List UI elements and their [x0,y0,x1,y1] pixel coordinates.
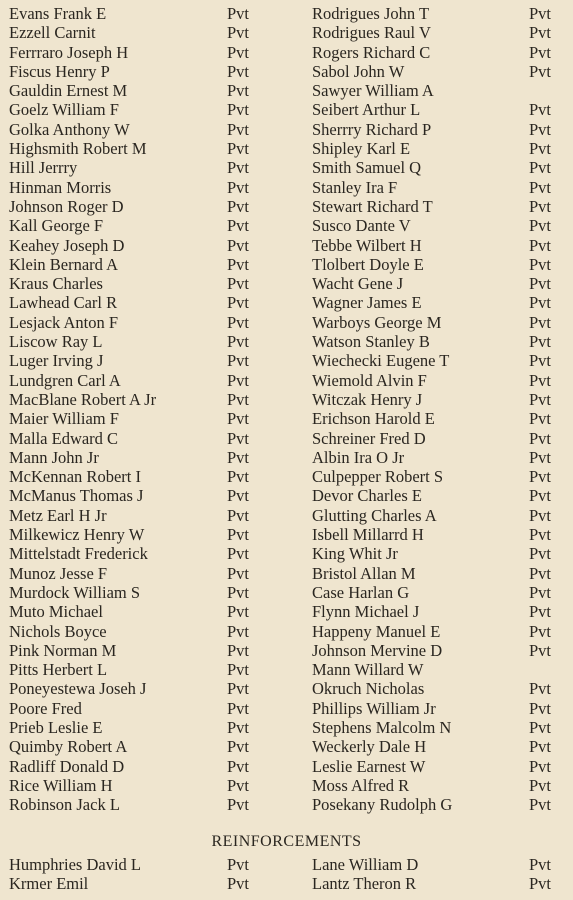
name-left: Klein Bernard A [9,254,119,274]
name-right: Smith Samuel Q [312,158,422,178]
name-right: Stephens Malcolm N [312,717,452,737]
roster-row [0,23,573,42]
name-left: Gauldin Ernest M [9,81,128,101]
rank-left: Pvt [227,119,250,139]
roster-row [0,429,573,448]
rank-right: Pvt [529,874,552,894]
roster-row [0,293,573,312]
roster-row [0,313,573,332]
roster-row [0,737,573,756]
roster-row [0,602,573,621]
rank-right: Pvt [529,100,552,120]
name-left: Lundgren Carl A [9,370,121,390]
roster-row [0,332,573,351]
rank-right: Pvt [529,23,552,43]
name-right: Shipley Karl E [312,139,411,159]
rank-right: Pvt [529,505,552,525]
name-right: Okruch Nicholas [312,679,425,699]
rank-right: Pvt [529,332,552,352]
name-right: Watson Stanley B [312,332,430,352]
name-left: Humphries David L [9,855,141,874]
rank-right: Pvt [529,158,552,178]
name-left: Liscow Ray L [9,332,103,352]
name-right: Sawyer William A [312,81,434,101]
name-left: Maier William F [9,409,119,429]
name-right: Rodrigues Raul V [312,23,431,43]
rank-right: Pvt [529,351,552,371]
rank-right: Pvt [529,775,552,795]
rank-left: Pvt [227,351,250,371]
rank-left: Pvt [227,621,250,641]
name-left: Highsmith Robert M [9,139,147,159]
name-left: Krmer Emil [9,874,89,894]
rank-left: Pvt [227,737,250,757]
rank-left: Pvt [227,81,250,101]
rank-right: Pvt [529,254,552,274]
name-right: Wacht Gene J [312,274,404,294]
rank-right: Pvt [529,563,552,583]
rank-right: Pvt [529,409,552,429]
name-left: Nichols Boyce [9,621,107,641]
roster-row [0,506,573,525]
name-right: Lane William D [312,855,419,874]
roster-row [0,4,573,23]
roster-row [0,874,573,893]
name-left: MacBlane Robert A Jr [9,389,157,409]
rank-right: Pvt [529,525,552,545]
roster-row [0,351,573,370]
rank-right: Pvt [529,216,552,236]
rank-right: Pvt [529,370,552,390]
name-left: Quimby Robert A [9,737,128,757]
name-left: Radliff Donald D [9,756,125,776]
roster-row [0,448,573,467]
rank-right: Pvt [529,717,552,737]
rank-left: Pvt [227,795,250,815]
rank-left: Pvt [227,312,250,332]
rank-right: Pvt [529,119,552,139]
roster-row [0,62,573,81]
rank-left: Pvt [227,660,250,680]
rank-right: Pvt [529,293,552,313]
name-left: Hill Jerrry [9,158,78,178]
roster-row [0,795,573,814]
name-left: Muto Michael [9,602,103,622]
rank-left: Pvt [227,602,250,622]
name-left: McManus Thomas J [9,486,144,506]
name-right: Tebbe Wilbert H [312,235,422,255]
name-right: Happeny Manuel E [312,621,441,641]
rank-left: Pvt [227,447,250,467]
name-left: Luger Irving J [9,351,104,371]
roster-row [0,564,573,583]
rank-left: Pvt [227,177,250,197]
name-right: Case Harlan G [312,582,410,602]
name-right: Rodrigues John T [312,4,430,23]
rank-left: Pvt [227,698,250,718]
name-left: Hinman Morris [9,177,112,197]
rank-left: Pvt [227,23,250,43]
rank-right: Pvt [529,621,552,641]
roster-row [0,255,573,274]
name-left: Goelz William F [9,100,119,120]
roster-row [0,371,573,390]
name-right: Devor Charles E [312,486,422,506]
name-left: Ferrraro Joseph H [9,42,129,62]
name-left: Poore Fred [9,698,82,718]
rank-right: Pvt [529,679,552,699]
rank-left: Pvt [227,100,250,120]
name-left: Mittelstadt Frederick [9,544,148,564]
name-left: McKennan Robert I [9,467,141,487]
rank-right: Pvt [529,196,552,216]
name-right: Posekany Rudolph G [312,795,453,815]
rank-left: Pvt [227,254,250,274]
rank-left: Pvt [227,158,250,178]
roster-row [0,718,573,737]
rank-left: Pvt [227,563,250,583]
name-left: Golka Anthony W [9,119,130,139]
name-right: Isbell Millarrd H [312,525,424,545]
name-right: Witczak Henry J [312,389,423,409]
roster-row [0,274,573,293]
name-left: Ezzell Carnit [9,23,96,43]
rank-left: Pvt [227,582,250,602]
roster-row [0,197,573,216]
rank-left: Pvt [227,467,250,487]
roster-row [0,390,573,409]
rank-right: Pvt [529,4,552,23]
name-left: Pink Norman M [9,640,117,660]
rank-left: Pvt [227,544,250,564]
rank-left: Pvt [227,640,250,660]
name-right: Tlolbert Doyle E [312,254,424,274]
rank-left: Pvt [227,874,250,894]
rank-left: Pvt [227,332,250,352]
name-left: Robinson Jack L [9,795,120,815]
roster-row [0,622,573,641]
name-left: Johnson Roger D [9,196,124,216]
rank-left: Pvt [227,409,250,429]
rank-right: Pvt [529,61,552,81]
rank-left: Pvt [227,775,250,795]
name-right: Sabol John W [312,61,405,81]
rank-left: Pvt [227,293,250,313]
rank-left: Pvt [227,196,250,216]
roster-row [0,100,573,119]
roster-row [0,467,573,486]
name-right: Lantz Theron R [312,874,417,894]
rank-right: Pvt [529,582,552,602]
name-left: Murdock William S [9,582,141,602]
rank-right: Pvt [529,139,552,159]
rank-left: Pvt [227,855,250,874]
rank-right: Pvt [529,640,552,660]
rank-left: Pvt [227,42,250,62]
roster-row [0,43,573,62]
rank-left: Pvt [227,717,250,737]
name-right: Susco Dante V [312,216,411,236]
rank-left: Pvt [227,235,250,255]
name-right: King Whit Jr [312,544,398,564]
rank-left: Pvt [227,370,250,390]
roster-row [0,81,573,100]
rank-left: Pvt [227,505,250,525]
rank-right: Pvt [529,467,552,487]
rank-right: Pvt [529,274,552,294]
name-left: Keahey Joseph D [9,235,125,255]
rank-right: Pvt [529,42,552,62]
roster-row [0,776,573,795]
name-right: Wagner James E [312,293,422,313]
rank-left: Pvt [227,61,250,81]
rank-left: Pvt [227,139,250,159]
name-left: Milkewicz Henry W [9,525,145,545]
rank-right: Pvt [529,737,552,757]
roster-row [0,679,573,698]
name-left: Prieb Leslie E [9,717,103,737]
name-right: Sherrry Richard P [312,119,432,139]
name-right: Wiechecki Eugene T [312,351,450,371]
rank-left: Pvt [227,756,250,776]
roster-row [0,486,573,505]
roster-row [0,409,573,428]
roster-row [0,757,573,776]
name-left: Poneyestewa Joseh J [9,679,147,699]
name-left: Metz Earl H Jr [9,505,107,525]
rank-left: Pvt [227,274,250,294]
name-left: Malla Edward C [9,428,119,448]
rank-right: Pvt [529,698,552,718]
rank-right: Pvt [529,177,552,197]
rank-left: Pvt [227,679,250,699]
rank-right: Pvt [529,544,552,564]
rank-left: Pvt [227,525,250,545]
name-right: Seibert Arthur L [312,100,421,120]
rank-right: Pvt [529,428,552,448]
rank-left: Pvt [227,4,250,23]
rank-left: Pvt [227,428,250,448]
name-right: Erichson Harold E [312,409,435,429]
name-right: Bristol Allan M [312,563,416,583]
name-right: Schreiner Fred D [312,428,426,448]
name-right: Albin Ira O Jr [312,447,405,467]
roster-row [0,544,573,563]
rank-right: Pvt [529,389,552,409]
rank-right: Pvt [529,602,552,622]
name-right: Stanley Ira F [312,177,398,197]
name-right: Flynn Michael J [312,602,420,622]
name-right: Glutting Charles A [312,505,437,525]
reinforcements-heading: REINFORCEMENTS [211,833,362,850]
roster-row [0,583,573,602]
name-right: Phillips William Jr [312,698,436,718]
roster-row [0,525,573,544]
name-left: Fiscus Henry P [9,61,110,81]
roster-row [0,660,573,679]
name-right: Culpepper Robert S [312,467,444,487]
roster-row [0,120,573,139]
name-right: Weckerly Dale H [312,737,427,757]
rank-left: Pvt [227,216,250,236]
name-left: Munoz Jesse F [9,563,108,583]
roster-row [0,699,573,718]
roster-row [0,216,573,235]
roster-row [0,236,573,255]
rank-right: Pvt [529,235,552,255]
rank-left: Pvt [227,486,250,506]
name-left: Kall George F [9,216,104,236]
name-right: Rogers Richard C [312,42,431,62]
rank-left: Pvt [227,389,250,409]
rank-right: Pvt [529,795,552,815]
roster-row [0,139,573,158]
name-right: Stewart Richard T [312,196,433,216]
name-right: Moss Alfred R [312,775,410,795]
name-left: Lawhead Carl R [9,293,118,313]
rank-right: Pvt [529,756,552,776]
name-left: Evans Frank E [9,4,107,23]
rank-right: Pvt [529,486,552,506]
roster-row [0,158,573,177]
name-left: Rice William H [9,775,113,795]
reinforcements-list [0,855,573,894]
name-right: Leslie Earnest W [312,756,426,776]
name-right: Johnson Mervine D [312,640,443,660]
rank-right: Pvt [529,312,552,332]
name-left: Kraus Charles [9,274,103,294]
roster-list [0,4,573,814]
roster-row [0,855,573,874]
name-right: Mann Willard W [312,660,424,680]
name-right: Wiemold Alvin F [312,370,427,390]
rank-right: Pvt [529,447,552,467]
roster-row [0,178,573,197]
roster-row [0,641,573,660]
name-left: Pitts Herbert L [9,660,108,680]
name-left: Mann John Jr [9,447,99,467]
name-left: Lesjack Anton F [9,312,119,332]
rank-right: Pvt [529,855,552,874]
name-right: Warboys George M [312,312,442,332]
